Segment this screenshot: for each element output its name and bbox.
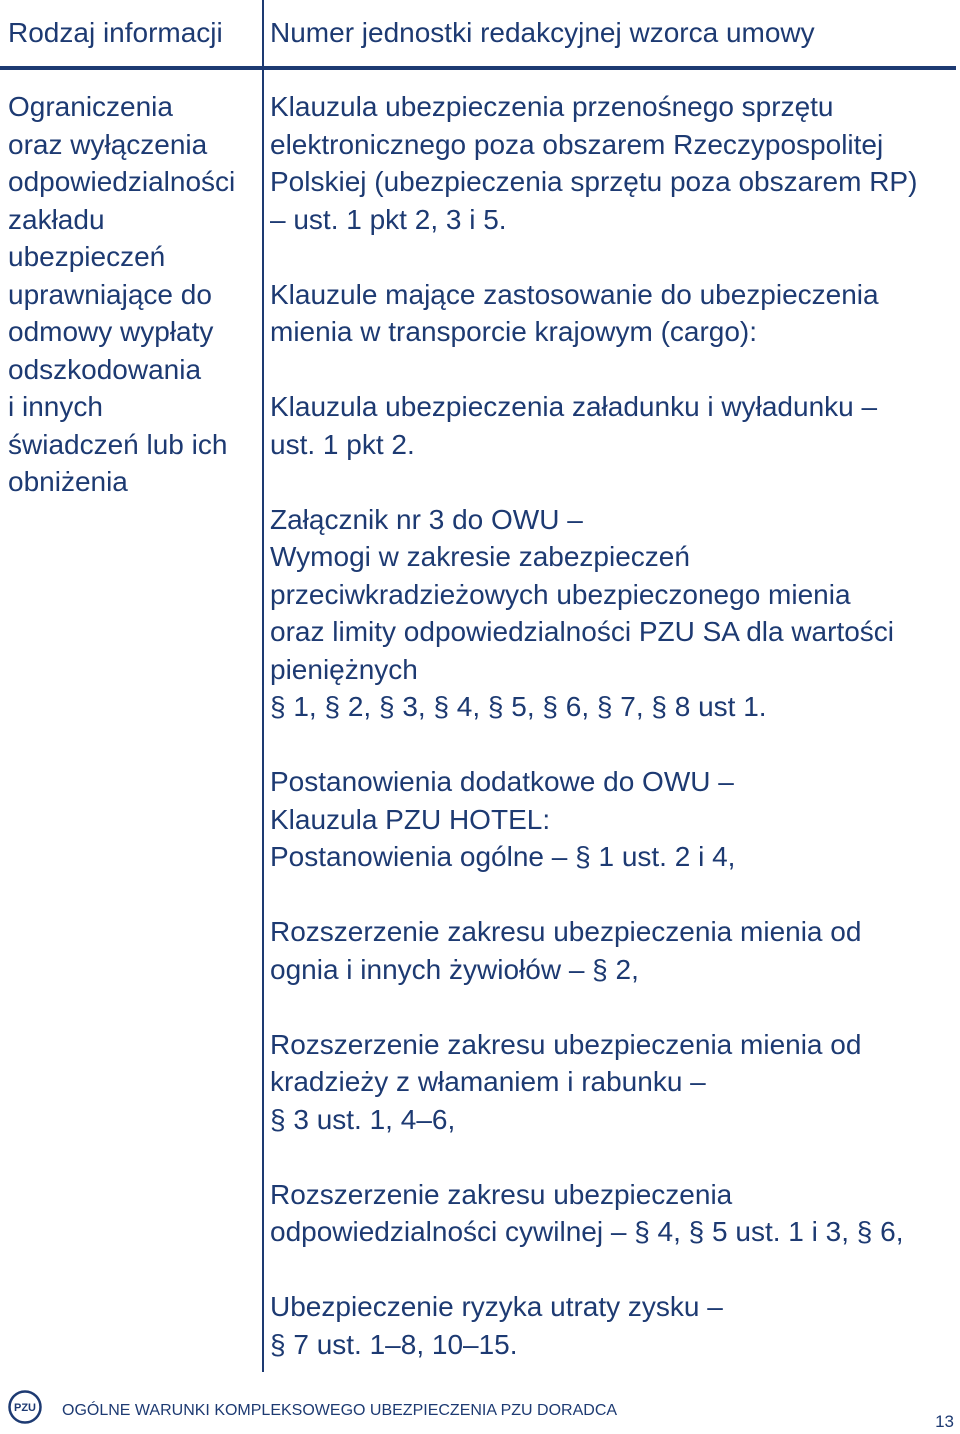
pzu-logo-icon [8, 1390, 42, 1424]
clause-block-fire [270, 913, 956, 988]
clause-line: Rozszerzenie zakresu ubezpieczenia mienia od [270, 1028, 862, 1060]
clause-line: ust. 1 pkt 2. [270, 428, 415, 460]
info-type-line: odpowiedzialności [8, 166, 236, 197]
clause-line: Postanowienia ogólne – § 1 ust. 2 i 4, [270, 841, 736, 872]
info-type-column [8, 88, 256, 501]
info-type-line: oraz wyłączenia [8, 128, 208, 160]
header-left: Rodzaj informacji [8, 17, 223, 48]
info-type-line: Ograniczenia [8, 91, 173, 122]
clause-line: oraz limity odpowiedzialności PZU SA dla wartości [270, 616, 895, 647]
clause-line: kradzieży z włamaniem i rabunku – [270, 1066, 706, 1097]
clause-block-liability [270, 1176, 956, 1251]
info-type-line: obniżenia [8, 466, 128, 497]
clause-line: Postanowienia dodatkowe do OWU – [270, 766, 734, 797]
clause-line: odpowiedzialności cywilnej – § 4, § 5 ust. 1 i 3, § 6, [270, 1216, 904, 1247]
clause-block-electronics [270, 88, 956, 238]
clause-line: Załącznik nr 3 do OWU – [270, 503, 583, 535]
clause-line: § 7 ust. 1–8, 10–15. [270, 1328, 518, 1360]
clause-line: Klauzula ubezpieczenia załadunku i wyładunku – [270, 391, 878, 422]
info-type-line: uprawniające do [8, 278, 212, 310]
clause-block-profit-loss [270, 1288, 956, 1363]
clause-line: Wymogi w zakresie zabezpieczeń [270, 541, 690, 572]
clause-line: Rozszerzenie zakresu ubezpieczenia [270, 1178, 733, 1210]
page-number: 13 [935, 1412, 954, 1431]
clause-line: mienia w transporcie krajowym (cargo): [270, 316, 758, 347]
unit-number-column [270, 88, 956, 1401]
clause-line: Klauzula ubezpieczenia przenośnego sprzętu [270, 91, 834, 122]
clause-line: Rozszerzenie zakresu ubezpieczenia mienia od [270, 916, 862, 947]
clause-line: ognia i innych żywiołów – § 2, [270, 953, 639, 985]
svg-text:PZU: PZU [14, 1402, 36, 1414]
clause-block-hotel [270, 763, 956, 876]
clause-block-loading [270, 388, 956, 463]
clause-line: Ubezpieczenie ryzyka utraty zysku – [270, 1291, 723, 1322]
clause-line: Klauzula PZU HOTEL: [270, 803, 551, 835]
clause-line: Klauzule mające zastosowanie do ubezpieczenia [270, 278, 879, 310]
info-type-line: odszkodowania [8, 353, 202, 385]
header-right: Numer jednostki redakcyjnej wzorca umowy [270, 17, 815, 48]
clause-line: – ust. 1 pkt 2, 3 i 5. [270, 203, 507, 235]
clause-block-annex-3 [270, 501, 956, 726]
info-type-line: odmowy wypłaty [8, 316, 214, 347]
clause-block-cargo [270, 276, 956, 351]
info-type-line: ubezpieczeń [8, 241, 166, 272]
info-type-line: świadczeń lub ich [8, 428, 228, 460]
header-rule [0, 66, 956, 70]
column-divider [262, 0, 264, 1372]
clause-line: § 1, § 2, § 3, § 4, § 5, § 6, § 7, § 8 ust 1. [270, 691, 767, 722]
clause-line: Polskiej (ubezpieczenia sprzętu poza obszarem RP) [270, 166, 918, 197]
clause-line: pieniężnych [270, 653, 418, 685]
clause-block-burglary [270, 1026, 956, 1139]
clause-line: przeciwkradzieżowych ubezpieczonego mienia [270, 578, 851, 610]
footer-title: OGÓLNE WARUNKI KOMPLEKSOWEGO UBEZPIECZENIA PZU DORADCA [62, 1402, 618, 1419]
clause-line: elektronicznego poza obszarem Rzeczypospolitej [270, 128, 884, 160]
clause-line: § 3 ust. 1, 4–6, [270, 1103, 456, 1135]
info-type-line: zakładu [8, 203, 105, 235]
info-type-line: i innych [8, 391, 103, 422]
